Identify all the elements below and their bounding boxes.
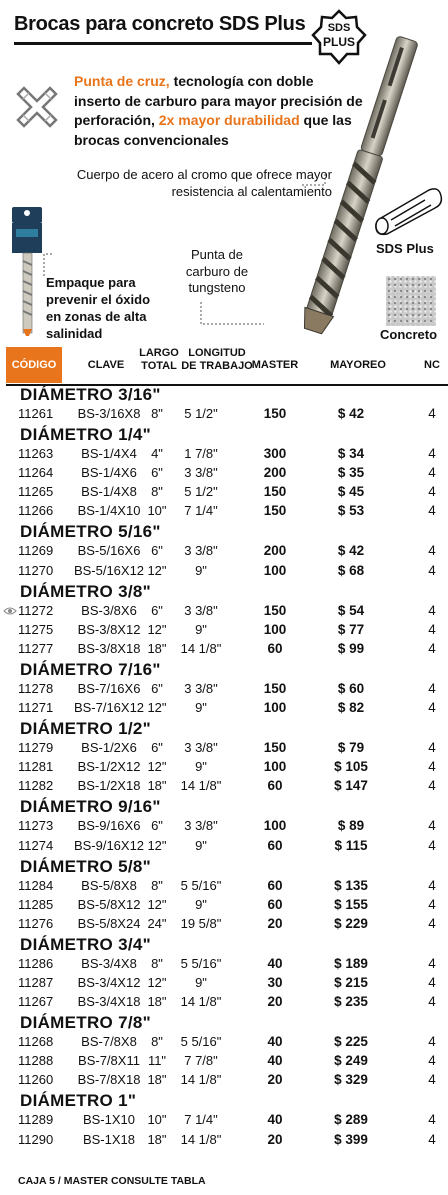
cell-longitud: 5 1/2" [184, 406, 218, 421]
cell-clave: BS-9/16X12 [73, 837, 145, 853]
cell-clave: BS-3/8X18 [77, 640, 141, 656]
cell-largo: 11" [147, 1053, 167, 1069]
table-row [0, 445, 448, 464]
cell-clave: BS-1/2X12 [77, 759, 141, 775]
logo-line2: PLUS [322, 35, 355, 49]
cell-clave: BS-3/8X6 [81, 602, 137, 618]
cell-clave: BS-1/2X18 [77, 778, 141, 794]
diameter-section-title: DIÁMETRO 1/2" [20, 719, 151, 739]
table-header [0, 347, 448, 385]
cell-clave: BS-1/4X10 [77, 503, 141, 519]
table-row [0, 640, 448, 659]
header-largo [139, 347, 179, 373]
cell-codigo: 11286 [18, 955, 54, 971]
cell-mayoreo: $ 399 [334, 1131, 368, 1147]
cell-largo: 6" [151, 465, 163, 481]
cell-codigo: 11274 [18, 837, 54, 853]
cell-longitud: 7 1/4" [184, 1112, 218, 1128]
table-row [0, 1052, 448, 1071]
cell-mayoreo: $ 147 [334, 778, 368, 794]
cell-master: 40 [267, 1112, 283, 1128]
cell-master: 100 [263, 700, 287, 716]
cell-master: 200 [263, 543, 287, 559]
cell-clave: BS-1/4X6 [81, 465, 137, 481]
table-row [0, 817, 448, 836]
page-title: Brocas para concreto SDS Plus [14, 13, 306, 35]
cell-codigo: 11287 [18, 974, 54, 990]
logo-line1: SDS [327, 22, 351, 34]
cell-longitud: 3 3/8" [184, 740, 218, 756]
cell-codigo: 11284 [18, 877, 54, 893]
header-largo-1: LARGO [139, 347, 179, 359]
cell-codigo: 11290 [18, 1131, 54, 1147]
cell-master: 60 [267, 778, 283, 794]
cell-master: 20 [267, 915, 283, 931]
package-image [10, 205, 44, 337]
cell-nc: 4 [428, 562, 436, 578]
cell-clave: BS-3/4X8 [81, 955, 137, 971]
cell-clave: BS-5/16X12 [73, 562, 145, 578]
cell-mayoreo: $ 60 [337, 680, 365, 696]
cell-nc: 4 [428, 1053, 436, 1069]
table-row [0, 758, 448, 777]
cell-nc: 4 [428, 818, 436, 834]
cell-clave: BS-7/8X18 [77, 1072, 141, 1088]
cell-nc: 4 [428, 406, 436, 421]
cell-mayoreo: $ 42 [337, 406, 365, 421]
cell-mayoreo: $ 229 [334, 915, 368, 931]
cross-tip-icon [10, 80, 64, 134]
cell-nc: 4 [428, 955, 436, 971]
cell-master: 150 [263, 680, 287, 696]
header-longitud-2: DE TRABAJO [181, 360, 253, 372]
feature-text-1: tecnología con doble inserto de carburo para mayor precisión de perforación, [74, 73, 363, 128]
cell-nc: 4 [428, 602, 436, 618]
feature-highlight-1: Punta de cruz, [74, 73, 170, 89]
cell-mayoreo: $ 79 [337, 740, 365, 756]
cell-nc: 4 [428, 1112, 436, 1128]
diameter-section-title: DIÁMETRO 1" [20, 1091, 137, 1111]
cell-master: 100 [263, 621, 287, 637]
table-row [0, 955, 448, 974]
cell-codigo: 11288 [18, 1053, 54, 1069]
cell-codigo: 11260 [18, 1072, 54, 1088]
cell-clave: BS-7/8X11 [78, 1053, 140, 1069]
cell-longitud: 3 3/8" [184, 602, 218, 618]
cell-longitud: 9" [195, 837, 207, 853]
concrete-label: Concreto [380, 327, 438, 342]
cell-mayoreo: $ 42 [337, 543, 365, 559]
price-table [0, 384, 448, 1150]
cell-nc: 4 [428, 503, 436, 519]
cell-largo: 24" [147, 915, 167, 931]
cell-nc: 4 [428, 465, 436, 481]
cell-largo: 8" [151, 1034, 163, 1050]
table-row [0, 680, 448, 699]
cell-largo: 6" [151, 680, 163, 696]
cell-clave: BS-5/8X24 [77, 915, 141, 931]
cell-codigo: 11276 [18, 915, 54, 931]
cell-codigo: 11277 [18, 640, 54, 656]
cell-longitud: 3 3/8" [184, 680, 218, 696]
footer-note: CAJA 5 / MASTER CONSULTE TABLA [18, 1175, 206, 1187]
cell-codigo: 11271 [18, 700, 54, 716]
cell-nc: 4 [428, 1034, 436, 1050]
cell-nc: 4 [428, 621, 436, 637]
cell-mayoreo: $ 34 [337, 446, 365, 462]
cell-clave: BS-9/16X6 [77, 818, 141, 834]
cell-codigo: 11272 [18, 602, 54, 618]
table-row [0, 602, 448, 621]
cell-largo: 4" [151, 446, 163, 462]
table-row [0, 405, 448, 424]
table-row [0, 483, 448, 502]
cell-master: 60 [267, 640, 283, 656]
table-row [0, 542, 448, 561]
cell-master: 40 [267, 955, 283, 971]
cell-nc: 4 [428, 740, 436, 756]
header-largo-2: TOTAL [141, 360, 177, 372]
tip-callout: Punta de carburo de tungsteno [185, 247, 249, 295]
cell-master: 150 [263, 602, 287, 618]
cell-master: 60 [267, 837, 283, 853]
header-nc: NC [424, 359, 440, 371]
cell-longitud: 14 1/8" [180, 778, 222, 794]
table-row [0, 502, 448, 521]
cell-clave: BS-5/8X8 [81, 877, 137, 893]
cell-nc: 4 [428, 994, 436, 1010]
cell-master: 150 [263, 503, 287, 519]
cell-longitud: 5 5/16" [180, 877, 222, 893]
header-longitud-1: LONGITUD [188, 347, 246, 359]
cell-mayoreo: $ 135 [334, 877, 368, 893]
cell-codigo: 11279 [18, 740, 54, 756]
cell-nc: 4 [428, 837, 436, 853]
cell-master: 300 [263, 446, 287, 462]
table-row [0, 837, 448, 856]
cell-largo: 12" [147, 896, 167, 912]
header-clave: CLAVE [87, 359, 125, 371]
cell-mayoreo: $ 35 [337, 465, 365, 481]
cell-largo: 6" [151, 818, 163, 834]
cell-codigo: 11265 [18, 484, 54, 500]
cell-clave: BS-5/8X12 [77, 896, 141, 912]
cell-largo: 18" [147, 640, 167, 656]
sds-plus-label: SDS Plus [376, 241, 434, 256]
cell-nc: 4 [428, 896, 436, 912]
cell-longitud: 7 1/4" [184, 503, 218, 519]
cell-longitud: 9" [195, 974, 207, 990]
cell-mayoreo: $ 329 [334, 1072, 368, 1088]
cell-largo: 6" [151, 543, 163, 559]
cell-clave: BS-3/4X12 [77, 974, 141, 990]
cell-nc: 4 [428, 915, 436, 931]
table-row [0, 1033, 448, 1052]
cell-clave: BS-7/16X6 [77, 680, 141, 696]
cell-mayoreo: $ 89 [337, 818, 365, 834]
cell-nc: 4 [428, 778, 436, 794]
cell-longitud: 14 1/8" [180, 1072, 222, 1088]
cell-longitud: 14 1/8" [180, 994, 222, 1010]
cell-largo: 12" [147, 837, 167, 853]
cell-codigo: 11273 [18, 818, 54, 834]
cell-mayoreo: $ 77 [337, 621, 365, 637]
cell-codigo: 11261 [18, 406, 54, 421]
cell-mayoreo: $ 249 [334, 1053, 368, 1069]
cell-nc: 4 [428, 680, 436, 696]
cell-longitud: 9" [195, 621, 207, 637]
tip-leader-line [198, 300, 268, 328]
cell-longitud: 3 3/8" [184, 543, 218, 559]
cell-nc: 4 [428, 974, 436, 990]
cell-mayoreo: $ 155 [334, 896, 368, 912]
cell-mayoreo: $ 225 [334, 1034, 368, 1050]
cell-clave: BS-7/16X12 [73, 700, 145, 716]
cell-largo: 12" [147, 621, 167, 637]
cell-codigo: 11264 [18, 465, 54, 481]
cell-master: 60 [267, 896, 283, 912]
cell-master: 20 [267, 994, 283, 1010]
cell-mayoreo: $ 99 [337, 640, 365, 656]
cell-master: 60 [267, 877, 283, 893]
cell-mayoreo: $ 289 [334, 1112, 368, 1128]
cell-mayoreo: $ 115 [334, 837, 368, 853]
cell-largo: 12" [147, 974, 167, 990]
cell-largo: 6" [151, 740, 163, 756]
cell-clave: BS-1/4X4 [81, 446, 137, 462]
body-callout: Cuerpo de acero al cromo que ofrece mayor resistencia al calentamiento [76, 167, 332, 199]
cell-largo: 8" [151, 955, 163, 971]
cell-nc: 4 [428, 446, 436, 462]
table-row [0, 896, 448, 915]
cell-mayoreo: $ 54 [337, 602, 365, 618]
cell-largo: 8" [151, 484, 163, 500]
cell-longitud: 5 5/16" [180, 955, 222, 971]
cell-codigo: 11281 [18, 759, 54, 775]
cell-mayoreo: $ 53 [337, 503, 365, 519]
table-row [0, 1131, 448, 1150]
cell-largo: 12" [147, 700, 167, 716]
cell-master: 40 [267, 1053, 283, 1069]
cell-longitud: 3 3/8" [184, 465, 218, 481]
cell-largo: 6" [151, 602, 163, 618]
cell-clave: BS-1/2X6 [81, 740, 137, 756]
cell-mayoreo: $ 105 [334, 759, 368, 775]
cell-largo: 8" [151, 406, 163, 421]
cell-nc: 4 [428, 640, 436, 656]
feature-text-2: que las brocas convencionales [74, 112, 352, 148]
diameter-section-title: DIÁMETRO 3/8" [20, 581, 151, 601]
cell-longitud: 14 1/8" [180, 640, 222, 656]
cell-master: 20 [267, 1072, 283, 1088]
cell-longitud: 9" [195, 759, 207, 775]
sds-shank-icon [373, 180, 445, 236]
cell-mayoreo: $ 215 [334, 974, 368, 990]
cell-codigo: 11278 [18, 680, 54, 696]
cell-codigo: 11289 [18, 1112, 54, 1128]
cell-largo: 18" [147, 1131, 167, 1147]
eye-icon [3, 606, 17, 616]
table-row [0, 1071, 448, 1090]
cell-codigo: 11267 [18, 994, 54, 1010]
cell-longitud: 3 3/8" [184, 818, 218, 834]
table-row [0, 621, 448, 640]
table-row [0, 739, 448, 758]
cell-mayoreo: $ 82 [337, 700, 365, 716]
cell-mayoreo: $ 235 [334, 994, 368, 1010]
cell-nc: 4 [428, 759, 436, 775]
cell-longitud: 9" [195, 700, 207, 716]
cell-mayoreo: $ 68 [337, 562, 365, 578]
cell-master: 200 [263, 465, 287, 481]
cell-master: 100 [263, 759, 287, 775]
diameter-section-title: DIÁMETRO 3/16" [20, 385, 161, 404]
cell-codigo: 11266 [18, 503, 54, 519]
cell-clave: BS-3/16X8 [77, 406, 141, 421]
concrete-swatch [386, 276, 436, 326]
cell-master: 20 [267, 1131, 283, 1147]
cell-codigo: 11269 [18, 543, 54, 559]
table-row [0, 562, 448, 581]
cell-longitud: 9" [195, 562, 207, 578]
diameter-section-title: DIÁMETRO 7/16" [20, 659, 161, 679]
cell-largo: 10" [147, 1112, 167, 1128]
header-codigo: CÓDIGO [6, 347, 62, 383]
table-row [0, 777, 448, 796]
feature-highlight-2: 2x mayor durabilidad [158, 112, 300, 128]
table-row [0, 464, 448, 483]
cell-codigo: 11275 [18, 621, 54, 637]
diameter-section-title: DIÁMETRO 5/16" [20, 522, 161, 542]
cell-clave: BS-1/4X8 [81, 484, 137, 500]
cell-nc: 4 [428, 700, 436, 716]
cell-master: 150 [263, 406, 287, 421]
cell-clave: BS-1X18 [82, 1131, 136, 1147]
cell-master: 40 [267, 1034, 283, 1050]
diameter-section-title: DIÁMETRO 1/4" [20, 425, 151, 445]
package-callout: Empaque para prevenir el óxido en zonas de alta salinidad [46, 275, 151, 341]
diameter-section-title: DIÁMETRO 9/16" [20, 797, 161, 817]
cell-codigo: 11285 [18, 896, 54, 912]
cell-clave: BS-3/4X18 [77, 994, 141, 1010]
cell-master: 150 [263, 484, 287, 500]
table-row [0, 877, 448, 896]
cell-longitud: 19 5/8" [180, 915, 222, 931]
cell-mayoreo: $ 189 [334, 955, 368, 971]
cell-clave: BS-5/16X6 [77, 543, 141, 559]
cell-largo: 18" [147, 1072, 167, 1088]
header-master: MASTER [251, 359, 299, 371]
cell-largo: 12" [147, 562, 167, 578]
header-longitud [178, 347, 256, 373]
cell-largo: 18" [147, 778, 167, 794]
cell-clave: BS-1X10 [82, 1112, 136, 1128]
cell-longitud: 9" [195, 896, 207, 912]
cell-largo: 12" [147, 759, 167, 775]
cell-codigo: 11270 [18, 562, 54, 578]
cell-nc: 4 [428, 484, 436, 500]
cell-largo: 18" [147, 994, 167, 1010]
cell-master: 30 [267, 974, 283, 990]
cell-largo: 8" [151, 877, 163, 893]
cell-largo: 10" [147, 503, 167, 519]
cell-longitud: 5 5/16" [180, 1034, 222, 1050]
cell-longitud: 14 1/8" [180, 1131, 222, 1147]
cell-mayoreo: $ 45 [337, 484, 365, 500]
cell-master: 150 [263, 740, 287, 756]
cell-longitud: 7 7/8" [184, 1053, 218, 1069]
cell-longitud: 5 1/2" [184, 484, 218, 500]
table-row [0, 974, 448, 993]
diameter-section-title: DIÁMETRO 5/8" [20, 856, 151, 876]
cell-master: 100 [263, 818, 287, 834]
cell-clave: BS-7/8X8 [81, 1034, 137, 1050]
cell-nc: 4 [428, 877, 436, 893]
diameter-section-title: DIÁMETRO 3/4" [20, 934, 151, 954]
cell-codigo: 11268 [18, 1034, 54, 1050]
cell-clave: BS-3/8X12 [77, 621, 141, 637]
table-row [0, 699, 448, 718]
diameter-section-title: DIÁMETRO 7/8" [20, 1013, 151, 1033]
cell-codigo: 11263 [18, 446, 54, 462]
cell-nc: 4 [428, 543, 436, 559]
table-row [0, 915, 448, 934]
cell-longitud: 1 7/8" [184, 446, 218, 462]
header-mayoreo: MAYOREO [330, 359, 386, 371]
table-row [0, 1111, 448, 1130]
cell-master: 100 [263, 562, 287, 578]
cell-nc: 4 [428, 1072, 436, 1088]
cell-codigo: 11282 [18, 778, 54, 794]
table-row [0, 993, 448, 1012]
cell-nc: 4 [428, 1131, 436, 1147]
